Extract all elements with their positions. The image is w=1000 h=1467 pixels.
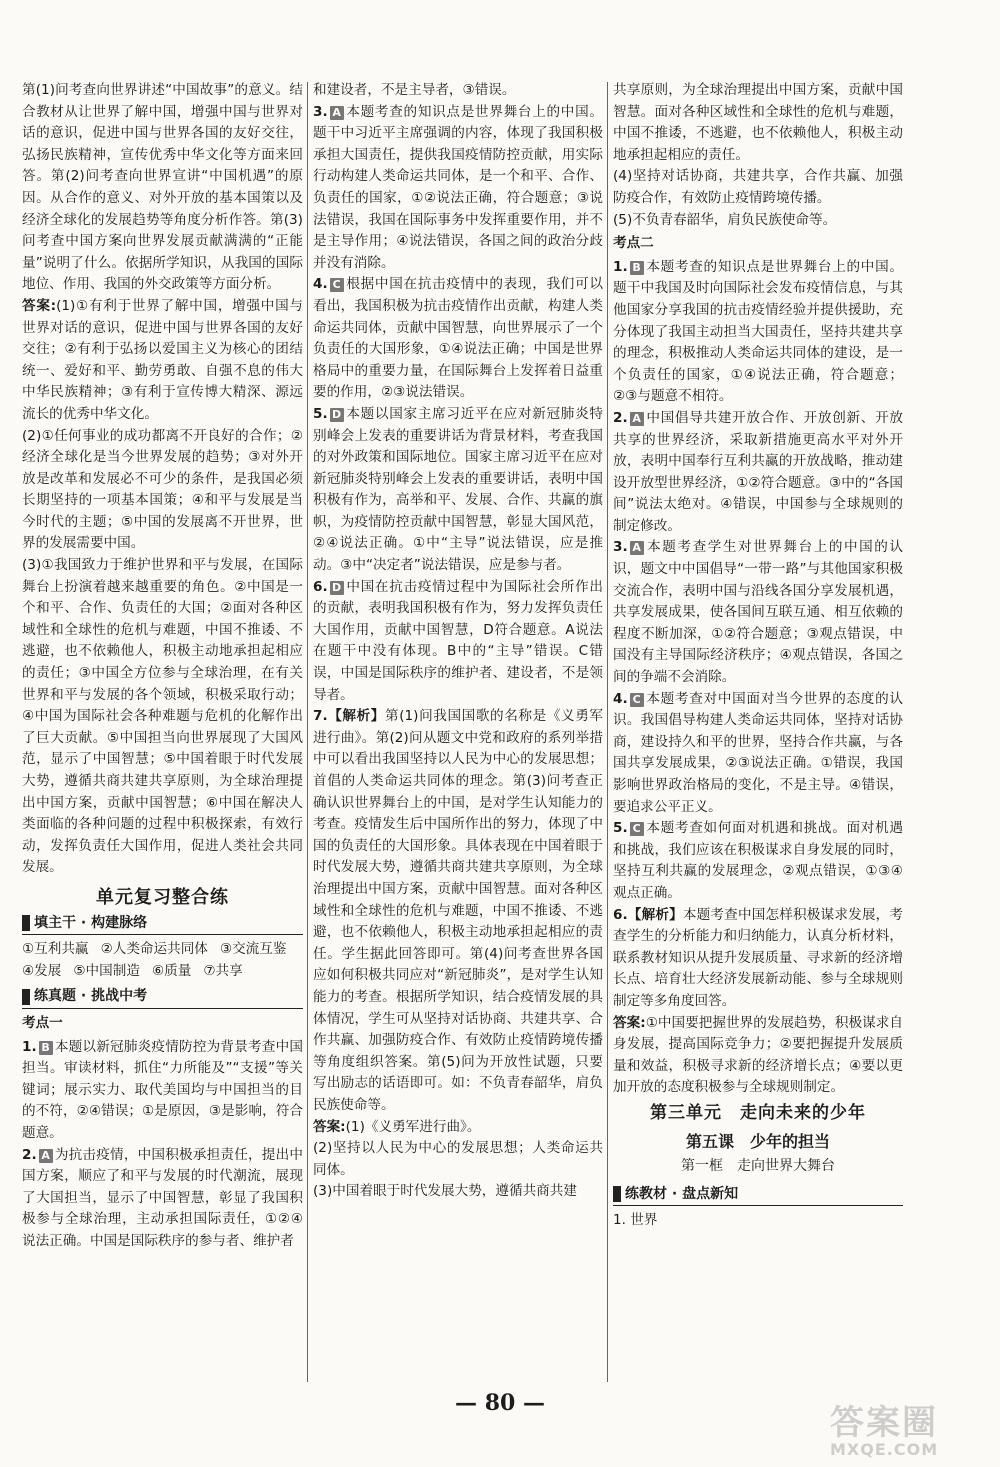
- answer-paragraph-2: (2)①任何事业的成功都离不开良好的合作；②经济全球化是当今世界发展的趋势；③对外开放是改革和发展必不可少的条件，是我国必须长期坚持的一项基本国策；④和平与发展是当今时代的主题；⑤中国的发展离不开世界，世界的发展需要中国。: [22, 427, 303, 552]
- question-6: 6.【解析】本题考查中国怎样积极谋求发展，考查学生的分析能力和归纳能力，认真分析材料，联系教材知识从提升发展质量、寻求新的经济增长点、培育壮大经济发展新动能、参与全球规则制定等多角度回答。: [613, 906, 903, 1009]
- fill-item: ②人类命运共同体: [100, 941, 208, 958]
- question-2: 2. A 为抗击疫情，中国积极承担责任，提出中国方案，顺应了和平与发展的时代潮流，展现了大国担当，显示了中国智慧，彰显了我国积极参与全球治理，主动承担国际责任，①②④说法正确。中国是国际秩序的参与者、维护者: [22, 1146, 303, 1249]
- answer-box: A: [630, 541, 644, 555]
- unit-title: 第三单元 走向未来的少年: [650, 1102, 866, 1123]
- answer-box: B: [630, 261, 644, 275]
- answer-7-2: (2)坚持以人民为中心的发展思想；人类命运共同体。: [313, 1140, 603, 1178]
- question-3: 3. A 本题考查的知识点是世界舞台上的中国。题干中习近平主席强调的内容，体现了我国积极承担大国责任，提供我国疫情防控贡献，用实际行动构建人类命运共同体，是一个和平、合作、负责任的国家，①②说法正确，符合题意；③说法错误，我国在国际事务中发挥重要作用，并不是主导作用；④说法错误，各国之间的政治分歧并没有消除。: [313, 103, 603, 271]
- fill-item: ④发展: [22, 962, 62, 979]
- answer-7-3: (3)中国着眼于时代发展大势，遵循共商共建: [313, 1183, 577, 1200]
- section-bar-fill: 填主干 · 构建脉络: [22, 913, 303, 936]
- answer-box: D: [330, 581, 344, 595]
- fill-items: [22, 939, 303, 961]
- answer-label: 答案:: [22, 297, 57, 314]
- continued-text: 和建设者，不是主导者，③错误。: [313, 82, 516, 98]
- question-4: 4. C 根据中国在抗击疫情中的表现，我们可以看出，我国积极为抗击疫情作出贡献，构建人类命运共同体，贡献中国智慧，向世界展示了一个负责任的大国形象，①④说法正确；中国是世界格局中的重要力量，在国际舞台上发挥着日益重要的作用，②③说法错误。: [313, 276, 603, 401]
- question-1: 1. B 本题以新冠肺炎疫情防控为背景考查中国担当。审读材料，抓住“力所能及”“支援”等关键词；展示实力、取代美国均与中国担当的目的不符，②④错误；①是原因，③是影响，符合题意。: [22, 1038, 303, 1141]
- question-6: 6. D 中国在抗击疫情过程中为国际社会所作出的贡献，表明我国积极有作为，努力发挥负责任大国作用，贡献中国智慧，D符合题意。A说法在题干中没有体现。B中的“主导”错误。C错误，中国是国际秩序的维护者、建设者，不是领导者。: [313, 578, 603, 703]
- answer-box: A: [330, 106, 344, 120]
- kaodian-label: 考点二: [613, 235, 654, 252]
- fill-item: ①互利共赢: [22, 941, 89, 958]
- kaodian-label: 考点一: [22, 1014, 63, 1031]
- column-divider-2: [607, 82, 608, 1382]
- column-1: [22, 80, 303, 1252]
- frame-title: 第一框 走向世界大舞台: [681, 1158, 835, 1175]
- fill-item: ③交流互鉴: [219, 941, 287, 958]
- watermark-logo: 答案圈: [830, 1403, 938, 1443]
- section-bar-exam: 练真题 · 挑战中考: [22, 986, 303, 1009]
- answer-6: 答案:①中国要把握世界的发展趋势，积极谋求自身发展，提高国际竞争力；②要把握提升发展质量和效益，积极寻求新的经济增长点；④要以更加开放的态度积极参与全球规则制定。: [613, 1014, 903, 1096]
- section-bar-textbook: 练教材 · 盘点新知: [613, 1184, 903, 1207]
- watermark-url: MXQE.COM: [830, 1440, 939, 1459]
- page-number: — 80 —: [455, 1390, 545, 1416]
- question-2: 2. A 中国倡导共建开放合作、开放创新、开放共享的世界经济，采取新措施更高水平对外开放，表明中国奉行互利共赢的开放战略，推动建设开放型世界经济，①②符合题意。③中的“各国间”说法太绝对。④错误，中国参与全球规则的制定修改。: [613, 409, 903, 534]
- watermark: [830, 1395, 990, 1459]
- question-7: 7.【解析】第(1)问我国国歌的名称是《义勇军进行曲》。第(2)问从题文中党和政府的系列举措中可以看出我国坚持以人民为中心的发展思想；首倡的人类命运共同体的理念。第(3)问考查正确认识世界舞台上的中国，是对学生认知能力的考查。疫情发生后中国所作出的努力，体现了中国的负责任的大国形象。具体表现在中国着眼于时代发展大势，遵循共商共建共享原则，为全球治理提出中国方案，贡献中国智慧。面对各种区域性和全球性的危机与难题，中国不推诿、不逃避，也不依赖他人，积极主动地承担起相应的责任。学生据此回答即可。第(4)问考查世界各国应如何积极共同应对“新冠肺炎”，是对学生认知能力的考查。根据所学知识，结合疫情发展的具体情况，学生可从坚持对话协商、共建共享、合作共赢、加强防疫合作、有效防止疫情跨境传播等角度组织答案。第(5)问为开放性试题，只要写出励志的话语即可。如：不负青春韶华，肩负民族使命等。: [313, 708, 603, 1113]
- answer-7: 答案:(1)《义勇军进行曲》。: [313, 1118, 481, 1135]
- answer-box: C: [330, 278, 344, 292]
- answer-part-4: (4)坚持对话协商，共建共享，合作共赢、加强防疫合作，有效防止疫情跨境传播。: [613, 168, 903, 206]
- section-flag-icon: [22, 915, 30, 931]
- question-3: 3. A 本题考查学生对世界舞台上的中国的认识，题文中中国倡导“一带一路”与其他国家积极交流合作，表明中国与沿线各国分享发展机遇，共享发展成果，使各国间互联互通、相互依赖的程度不断加深，①②符合题意；③观点错误，中国没有主导国际经济秩序；④观点错误，各国之间的争端不会消除。: [613, 539, 903, 686]
- unit-review-title: 单元复习整合练: [96, 886, 229, 908]
- answer-box: C: [630, 822, 644, 836]
- column-divider-1: [307, 82, 308, 1382]
- answer-part-5: (5)不负青春韶华，肩负民族使命等。: [613, 211, 837, 228]
- section-flag-icon: [613, 1186, 621, 1202]
- fill-items: [22, 961, 303, 983]
- column-3: [613, 80, 903, 1232]
- question-5: 5. C 本题考查如何面对机遇和挑战。面对机遇和挑战，我们应该在积极谋求自身发展的同时，坚持互利共赢的发展理念，②观点错误，①③④观点正确。: [613, 820, 903, 901]
- fill-item: ⑤中国制造: [73, 962, 140, 979]
- answer-paragraph-1: 答案:(1)①有利于世界了解中国，增强中国与世界对话的意识，促进中国与世界各国的友好交往；②有利于弘扬以爱国主义为核心的团结统一、爱好和平、勤劳勇敢、自强不息的伟大中华民族精神；③有利于宣传博大精深、源远流长的优秀中华文化。: [22, 297, 303, 422]
- answer-box: A: [39, 1149, 53, 1163]
- column-2: [313, 80, 603, 1203]
- continued-text: 共享原则，为全球治理提出中国方案，贡献中国智慧。面对各种区域性和全球性的危机与难题，中国不推诿，不逃避，也不依赖他人，积极主动地承担起相应的责任。: [613, 82, 903, 163]
- question-4: 4. C 本题考查对中国面对当今世界的态度的认识。我国倡导构建人类命运共同体，坚持对话协商，建设持久和平的世界，坚持合作共赢，与各国共享发展成果，②③说法正确。①错误，我国影响世界政治格局的变化，不是主导。④错误，要追求公平正义。: [613, 690, 903, 815]
- section-flag-icon: [22, 989, 30, 1005]
- list-item: 1. 世界: [613, 1212, 658, 1229]
- lesson-title: 第五课 少年的担当: [685, 1131, 830, 1151]
- answer-box: D: [330, 408, 344, 422]
- fill-item: ⑥质量: [151, 962, 192, 979]
- analysis-paragraph: 第(1)问考查向世界讲述“中国故事”的意义。结合教材从让世界了解中国，增强中国与世界对话的意识，促进中国与世界各国的友好交往，弘扬民族精神，宣传优秀中华文化等方面来回答。第(2)问考查向世界宣讲“中国机遇”的原因。从合作的意义、对外开放的基本国策以及经济全球化的发展趋势等角度分析作答。第(3)问考查中国方案向世界发展贡献满满的“正能量”说明了什么。依据所学知识，从我国的国际地位、作用、我国的外交政策等方面分析。: [22, 82, 303, 293]
- answer-box: C: [630, 693, 644, 707]
- answer-paragraph-3: (3)①我国致力于维护世界和平与发展，在国际舞台上扮演着越来越重要的角色。②中国是一个和平、合作、负责任的大国；②面对各种区域性和全球性的危机与难题，中国不推诿、不逃避，也不依赖他人，积极主动地承担起相应的责任；③中国全方位参与全球治理，在有关世界和平与发展的各个领域，积极采取行动；④中国为国际社会各种难题与危机的化解作出了巨大贡献。⑤中国担当向世界展现了大国风范，显示了中国智慧；⑤中国着眼于时代发展大势，遵循共商共建共享原则，为全球治理提出中国方案，贡献中国智慧；⑥中国在解决人类面临的各种问题的过程中积极探索，有效行动，发挥负责任大国作用，促进人类社会共同发展。: [22, 557, 303, 876]
- answer-box: A: [630, 412, 644, 426]
- fill-item: ⑦共享: [203, 962, 243, 979]
- question-1: 1. B 本题考查的知识点是世界舞台上的中国。题干中我国及时向国际社会发布疫情信息，与其他国家分享我国的抗击疫情经验并提供援助，充分体现了我国主动担当大国责任，坚持共建共享的理念，积极推动人类命运共同体的建设，是一个负责任的国家，①④说法正确，符合题意；②③与题意不相符。: [613, 258, 903, 405]
- answer-box: B: [39, 1041, 53, 1055]
- question-5: 5. D 本题以国家主席习近平在应对新冠肺炎特别峰会上发表的重要讲话为背景材料，考查我国的对外政策和国际地位。国家主席习近平在应对新冠肺炎特别峰会上发表的重要讲话，表明中国积极有作为，高举和平、发展、合作、共赢的旗帜，为疫情防控贡献中国智慧，彰显大国风范，②④说法正确。①中“主导”说法错误，应是推动。③中“决定者”说法错误，应是参与者。: [313, 405, 603, 574]
